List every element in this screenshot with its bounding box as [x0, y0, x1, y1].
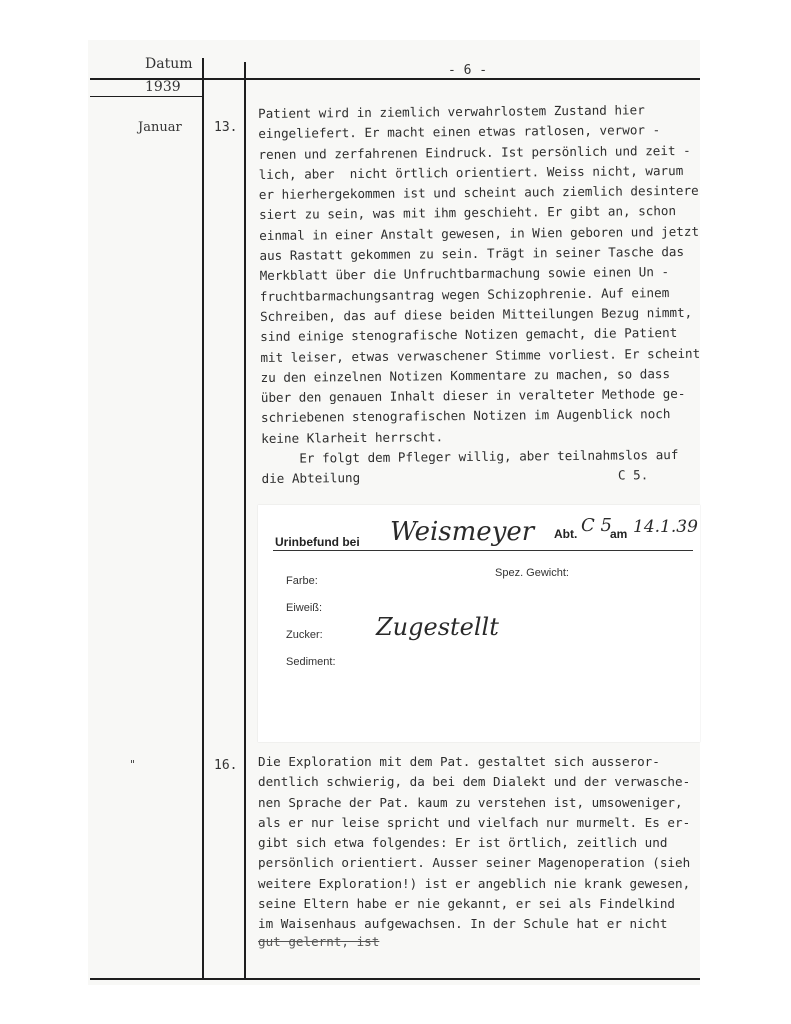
- field-spez-gewicht: Spez. Gewicht:: [495, 567, 569, 579]
- text-line: zu den einzelnen Notizen Kommentare zu machen, so dass: [260, 365, 671, 385]
- entry-day: 13.: [214, 120, 238, 135]
- text-line: fruchtbarmachungsantrag wegen Schizophrenie. Auf einem: [259, 284, 670, 304]
- column-rule-2: [244, 62, 246, 979]
- text-line: mit leiser, etwas verwaschener Stimme vorliest. Er scheint: [260, 345, 701, 365]
- urine-test-card: [258, 505, 700, 742]
- entry-day: 16.: [214, 758, 238, 773]
- page-number: - 6 -: [448, 63, 488, 78]
- footer-rule: [90, 978, 700, 980]
- column-rule-1: [202, 58, 204, 979]
- text-line: nen Sprache der Pat. kaum zu verstehen ist, umsoweniger,: [258, 794, 683, 810]
- text-line: als er nur leise spricht und vielfach nur murmelt. Es er-: [258, 814, 691, 830]
- field-zucker: Zucker:: [286, 629, 323, 641]
- text-line: seine Eltern habe er nie gekannt, er sei als Findelkind: [258, 896, 676, 912]
- text-line: im Waisenhaus aufgewachsen. In der Schule hat er nicht: [258, 916, 668, 932]
- text-line: siert zu sein, was mit ihm geschieht. Er gibt an, schon: [258, 203, 677, 223]
- text-line: schriebenen stenografischen Notizen im Augenblick noch: [260, 406, 671, 426]
- zucker-handwritten: Zugestellt: [376, 613, 499, 641]
- card-date: 14.1.39: [633, 517, 698, 537]
- text-line: über den genauen Inhalt dieser in veralteter Methode ge-: [260, 386, 686, 406]
- entry-1-text: [258, 100, 701, 490]
- year-label: 1939: [145, 79, 181, 95]
- entry-month: Januar: [138, 120, 182, 135]
- text-line: gibt sich etwa folgendes: Er ist örtlich, zeitlich und: [258, 835, 668, 851]
- text-line: renen und zerfahrenen Eindruck. Ist persönlich und zeit -: [258, 142, 691, 162]
- datum-label: Datum: [145, 56, 193, 72]
- text-line: er hierhergekommen ist und scheint auch ziemlich desintere: [258, 182, 699, 203]
- text-line: keine Klarheit herrscht.: [261, 428, 444, 446]
- text-line: persönlich orientiert. Ausser seiner Magenoperation (sieh: [258, 855, 691, 871]
- abt-value: C 5: [581, 515, 612, 536]
- card-underline: [273, 550, 693, 551]
- text-line: Merkblatt über die Unfruchtbarmachung sowie einen Un -: [259, 264, 670, 284]
- entry-month-ditto: ": [130, 758, 136, 771]
- text-line: Patient wird in ziemlich verwahrlostem Zustand hier: [258, 102, 645, 121]
- struck-text: gut gelernt, ist: [258, 934, 380, 949]
- am-label: am: [610, 527, 628, 541]
- text-line: einmal in einer Anstalt gewesen, in Wien geboren und jetzt: [259, 223, 700, 243]
- header-divider: [90, 78, 700, 80]
- text-line: aus Rastatt gekommen zu sein. Trägt in seiner Tasche das: [259, 243, 685, 264]
- text-line: Die Exploration mit dem Pat. gestaltet sich ausseror-: [258, 754, 660, 769]
- text-line: die Abteilung C 5.: [261, 467, 649, 487]
- field-eiweiss: Eiweiß:: [286, 602, 323, 614]
- abt-label: Abt.: [554, 527, 578, 541]
- text-line: weitere Exploration!) ist er angeblich nie krank gewesen,: [258, 875, 691, 891]
- text-line: eingeliefert. Er macht einen etwas ratlosen, verwor -: [258, 122, 661, 142]
- text-line: lich, aber nicht örtlich orientiert. Weiss nicht, warum: [258, 162, 684, 182]
- patient-name: Weismeyer: [390, 517, 535, 547]
- field-sediment: Sediment:: [286, 656, 336, 668]
- text-line: sind einige stenografische Notizen gemacht, die Patient: [260, 325, 678, 345]
- text-line: dentlich schwierig, da bei dem Dialekt und der verwasche-: [258, 774, 691, 790]
- card-title: Urinbefund bei: [275, 535, 360, 549]
- year-underline: [90, 96, 202, 97]
- text-line: Er folgt dem Pfleger willig, aber teilnahmslos auf: [261, 447, 679, 467]
- field-farbe: Farbe:: [286, 575, 318, 587]
- entry-2-text: [258, 752, 690, 935]
- text-line: Schreiben, das auf diese beiden Mitteilungen Bezug nimmt,: [259, 304, 693, 324]
